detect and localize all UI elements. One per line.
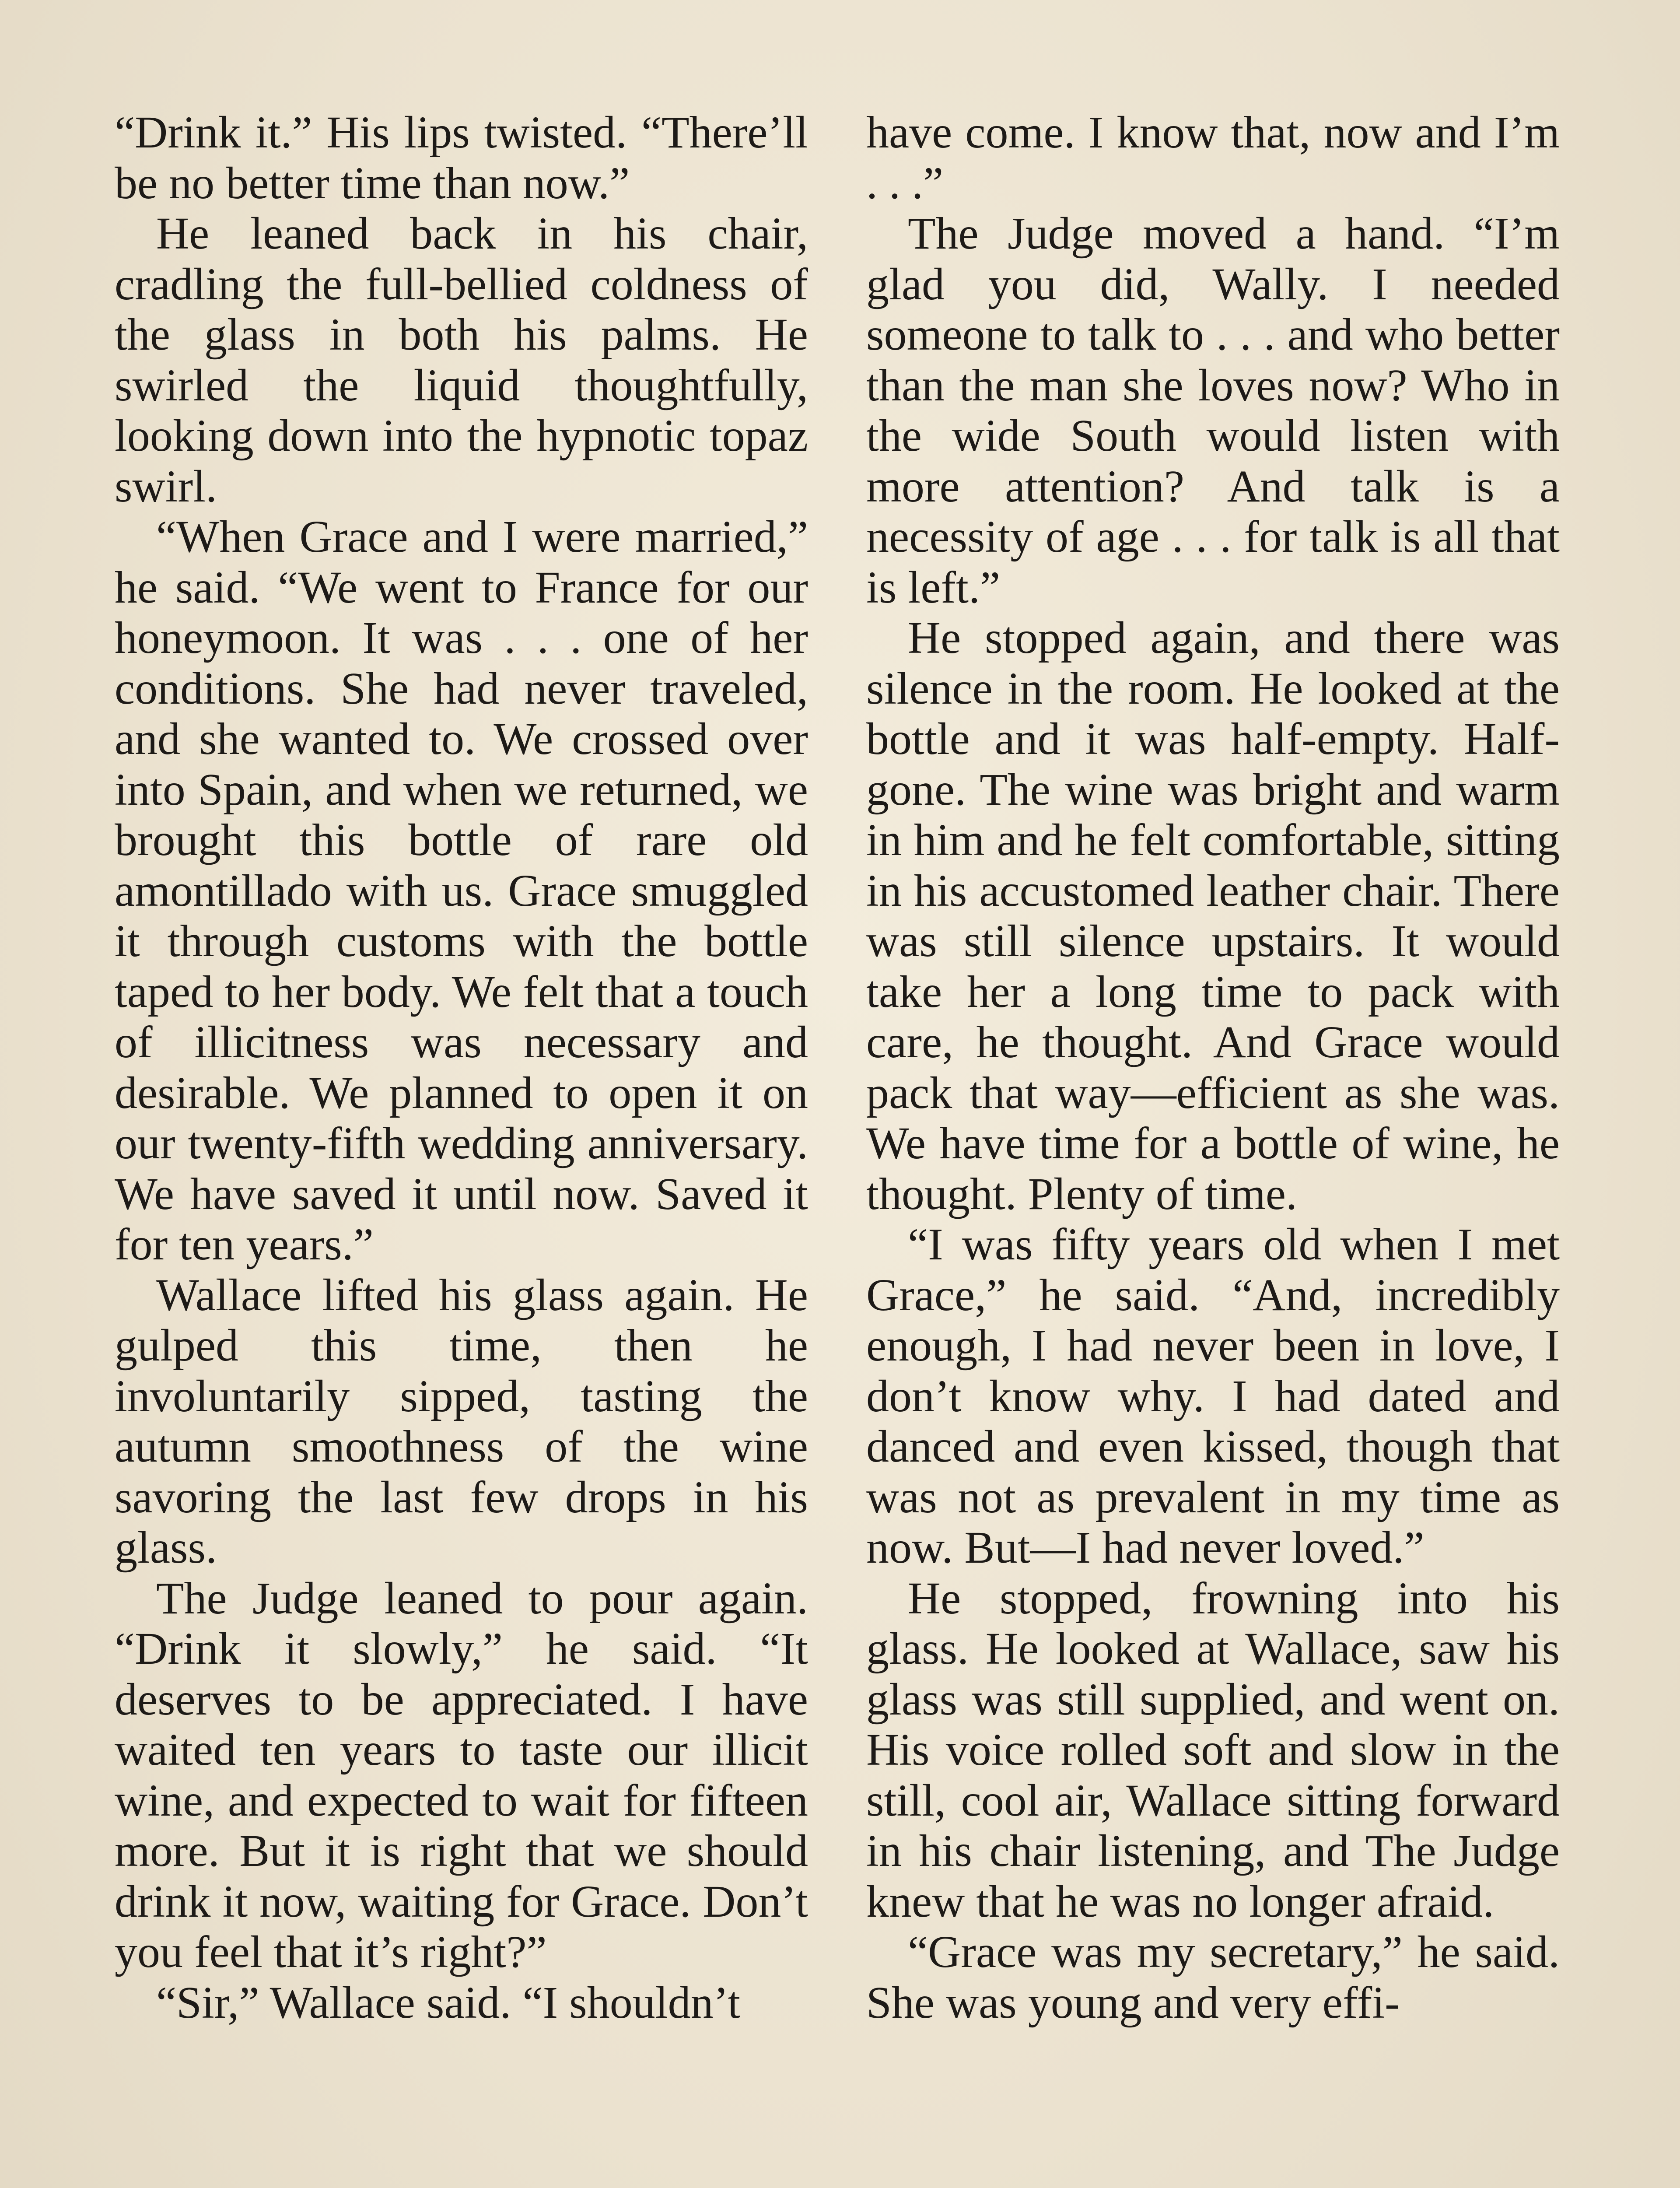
paragraph: “Grace was my secretary,” he said. She was young and very effi-	[866, 1927, 1560, 2028]
left-text-column	[115, 107, 808, 2028]
paragraph: have come. I know that, now and I’m . . .”	[866, 107, 1560, 208]
right-text-column	[866, 107, 1560, 2028]
paragraph: He leaned back in his chair, cradling the full-bellied coldness of the glass in both his palms. He swirled the liquid thoughtfully, looking down into the hypnotic topaz swirl.	[115, 208, 808, 512]
paragraph: Wallace lifted his glass again. He gulped this time, then he involuntarily sipped, tasting the autumn smoothness of the wine savoring the last few drops in his glass.	[115, 1269, 808, 1573]
paragraph: The Judge leaned to pour again. “Drink it slowly,” he said. “It deserves to be appreciated. I have waited ten years to taste our illicit wine, and expected to wait for fifteen more. But it is right that we should drink it now, waiting for Grace. Don’t you feel that it’s right?”	[115, 1573, 808, 1977]
paragraph: “Sir,” Wallace said. “I shouldn’t	[156, 1977, 741, 2028]
paragraph: “When Grace and I were married,” he said. “We went to France for our honeymoon. It was . . . one of her conditions. She had never traveled, and she wanted to. We crossed over into Spain, and when we returned, we brought this bottle of rare old amontillado with us. Grace smuggled it through customs with the bottle taped to her body. We felt that a touch of illicitness was necessary and desirable. We planned to open it on our twenty-fifth wedding anniversary. We have saved it until now. Saved it for ten years.”	[115, 512, 808, 1269]
paragraph: “I was fifty years old when I met Grace,” he said. “And, incredibly enough, I had never been in love, I don’t know why. I had dated and danced and even kissed, though that was not as prevalent in my time as now. But—I had never loved.”	[866, 1219, 1560, 1573]
paragraph: He stopped again, and there was silence in the room. He looked at the bottle and it was half-empty. Half-gone. The wine was bright and warm in him and he felt comfortable, sitting in his accustomed leather chair. There was still silence upstairs. It would take her a long time to pack with care, he thought. And Grace would pack that way—efficient as she was. We have time for a bottle of wine, he thought. Plenty of time.	[866, 613, 1560, 1219]
paragraph: He stopped, frowning into his glass. He looked at Wallace, saw his glass was still supplied, and went on. His voice rolled soft and slow in the still, cool air, Wallace sitting forward in his chair listening, and The Judge knew that he was no longer afraid.	[866, 1573, 1560, 1927]
paragraph: “Drink it.” His lips twisted. “There’ll be no better time than now.”	[115, 107, 808, 208]
paragraph: The Judge moved a hand. “I’m glad you did, Wally. I needed someone to talk to . . . and who better than the man she loves now? Who in the wide South would listen with more attention? And talk is a necessity of age . . . for talk is all that is left.”	[866, 208, 1560, 613]
